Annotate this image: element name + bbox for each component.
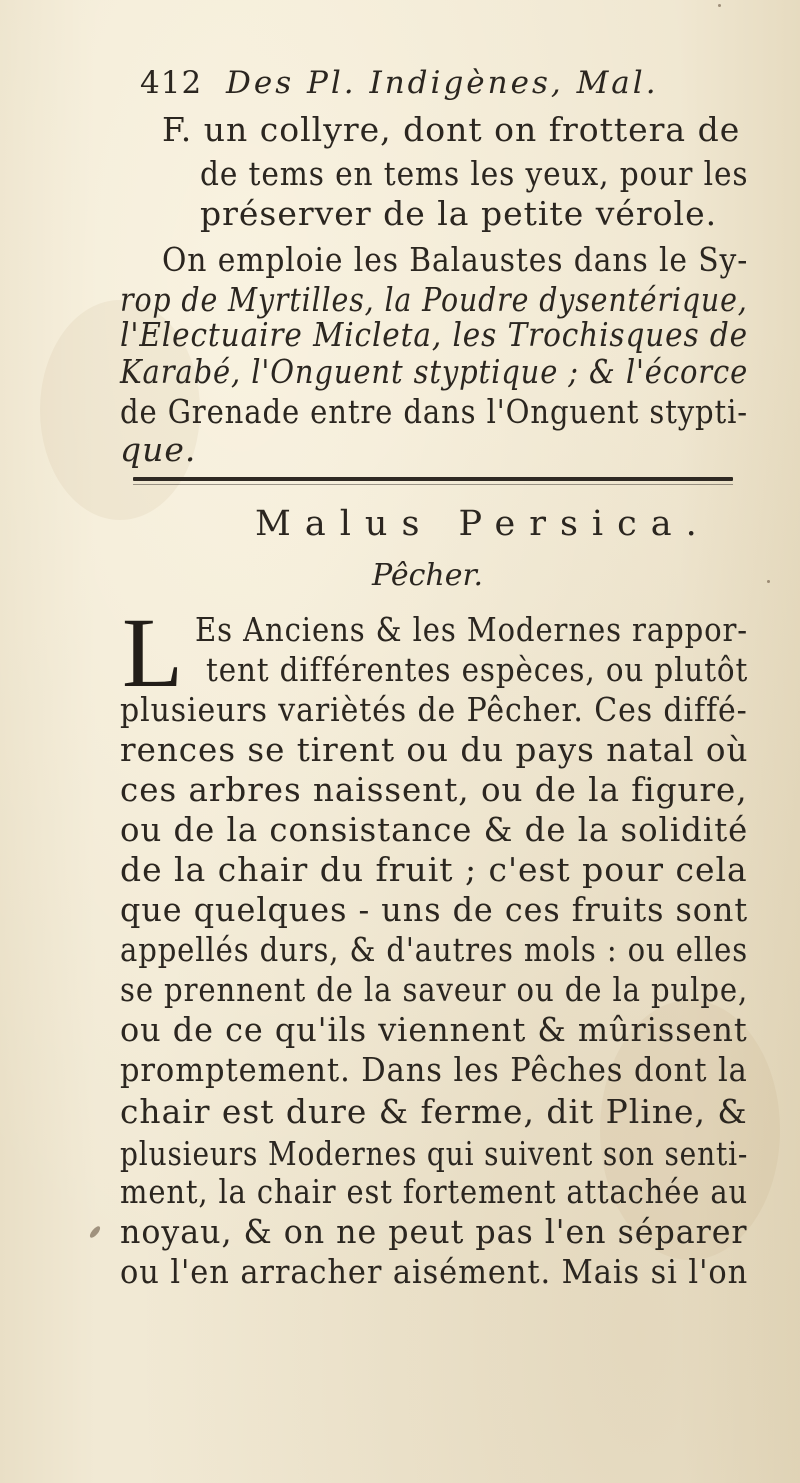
running-header bbox=[140, 63, 659, 103]
text-line: On emploie les Balaustes dans le Sy- bbox=[162, 240, 749, 279]
text-line: rences se tirent ou du pays natal où bbox=[120, 730, 749, 769]
text-line: tent différentes espèces, ou plutôt bbox=[206, 650, 749, 689]
running-title: Des Pl. Indigènes, Mal. bbox=[226, 65, 659, 101]
text-line: ment, la chair est fortement attachée au bbox=[120, 1172, 749, 1211]
text-line: rop de Myrtilles, la Poudre dysentérique, bbox=[120, 280, 748, 319]
section-divider bbox=[133, 477, 733, 481]
text-line: préserver de la petite vérole. bbox=[200, 194, 718, 233]
text-line: Es Anciens & les Modernes rappor- bbox=[195, 610, 749, 649]
text-line: ou de la consistance & de la solidité bbox=[120, 810, 749, 849]
text-line: que. bbox=[120, 430, 197, 469]
text-line: ces arbres naissent, ou de la figure, bbox=[120, 770, 748, 809]
text-line: se prennent de la saveur ou de la pulpe, bbox=[120, 970, 749, 1009]
text-line: ou de ce qu'ils viennent & mûrissent bbox=[120, 1010, 748, 1049]
text-line: chair est dure & ferme, dit Pline, & bbox=[120, 1092, 748, 1131]
text-line: ou l'en arracher aisément. Mais si l'on bbox=[120, 1252, 749, 1291]
paper-speck bbox=[88, 1225, 102, 1240]
text-line: de Grenade entre dans l'Onguent stypti- bbox=[120, 392, 748, 431]
section-divider-thin bbox=[133, 484, 733, 485]
text-line: appellés durs, & d'autres mols : ou elles bbox=[120, 930, 749, 969]
text-line: que quelques - uns de ces fruits sont bbox=[120, 890, 749, 929]
text-line: promptement. Dans les Pêches dont la bbox=[120, 1050, 748, 1089]
text-line: noyau, & on ne peut pas l'en séparer bbox=[120, 1212, 748, 1251]
text-line: de la chair du fruit ; c'est pour cela bbox=[120, 850, 748, 889]
text-line: plusieurs Modernes qui suivent son senti- bbox=[120, 1134, 749, 1173]
text-line: l'Electuaire Micleta, les Trochisques de bbox=[120, 315, 749, 354]
drop-cap: L bbox=[122, 597, 184, 708]
text-line: de tems en tems les yeux, pour les bbox=[200, 154, 749, 193]
paper-speck bbox=[718, 4, 721, 7]
text-line: F. un collyre, dont on frottera de bbox=[162, 110, 741, 149]
section-title: Malus Persica. bbox=[255, 504, 711, 544]
paper-speck bbox=[767, 580, 770, 583]
page-number: 412 bbox=[140, 65, 203, 101]
text-line: Karabé, l'Onguent styptique ; & l'écorce bbox=[120, 352, 749, 391]
text-line: plusieurs variètés de Pêcher. Ces diffé- bbox=[120, 690, 748, 729]
section-subtitle: Pêcher. bbox=[372, 558, 484, 593]
